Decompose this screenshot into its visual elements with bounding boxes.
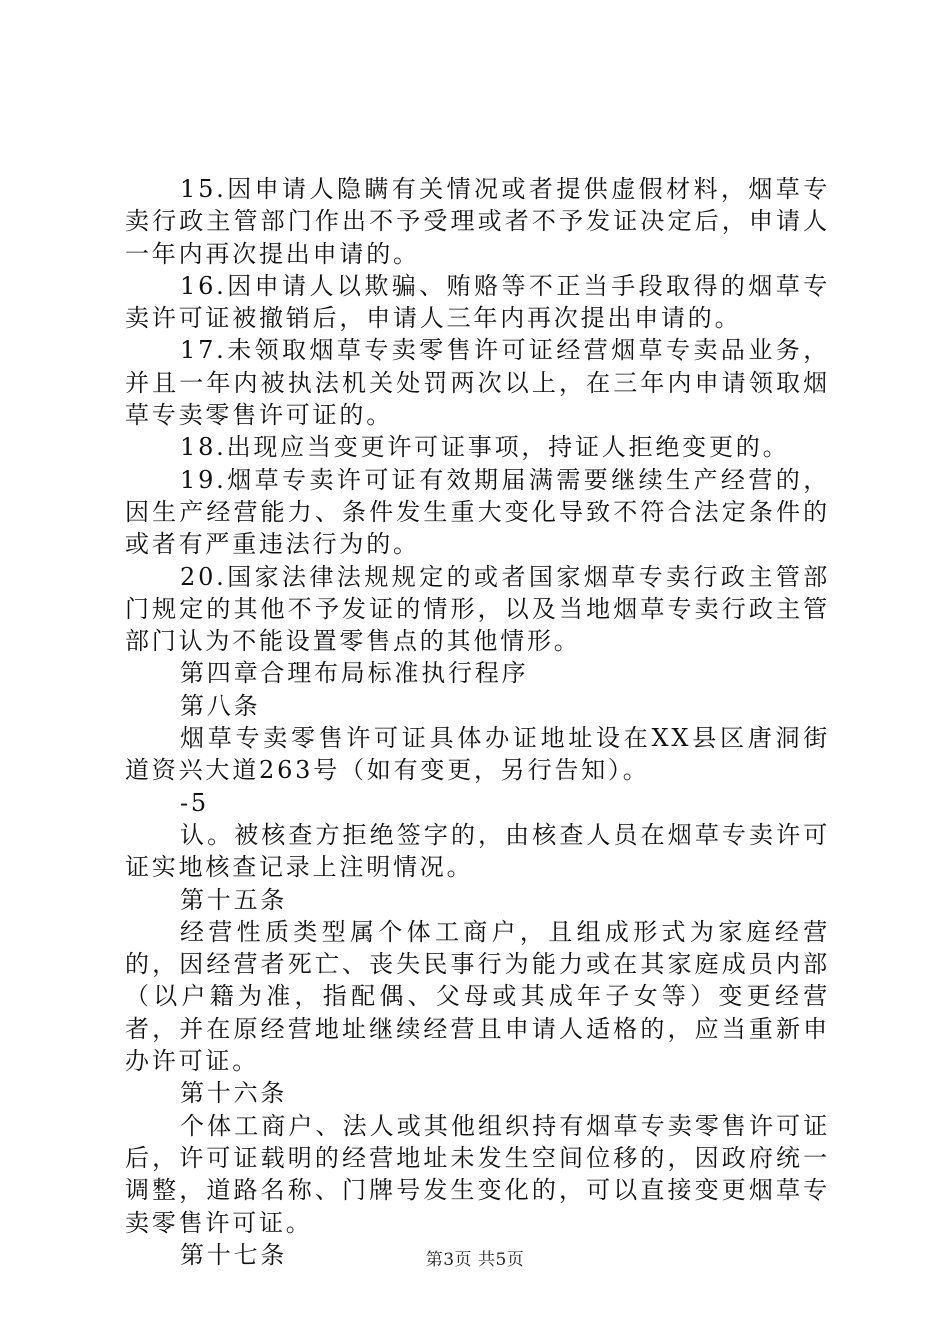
article-heading-15: 第十五条	[180, 885, 288, 914]
article-8-text: 烟草专卖零售许可证具体办证地址设在XX县区唐洞街道资兴大道263号（如有变更，另行告知）。	[125, 724, 830, 785]
article-heading-16: 第十六条	[180, 1079, 288, 1108]
chapter-heading: 第四章合理布局标准执行程序	[180, 659, 529, 688]
page-footer: 第3页 共5页	[425, 1250, 525, 1270]
paragraph-item-16: 16.因申请人以欺骗、贿赂等不正当手段取得的烟草专卖许可证被撤销后，申请人三年内再次提出申请的。	[125, 271, 830, 333]
verification-text: 认。被核查方拒绝签字的，由核查人员在烟草专卖许可证实地核查记录上注明情况。	[125, 820, 830, 882]
article-16-text: 个体工商户、法人或其他组织持有烟草专卖零售许可证后，许可证载明的经营地址未发生空间位移的，因政府统一调整，道路名称、门牌号发生变化的，可以直接变更烟草专卖零售许可证。	[125, 1111, 830, 1237]
document-body	[125, 173, 830, 1271]
paragraph-item-15: 15.因申请人隐瞒有关情况或者提供虚假材料，烟草专卖行政主管部门作出不予受理或者不予发证决定后，申请人一年内再次提出申请的。	[125, 175, 830, 268]
paragraph-item-17: 17.未领取烟草专卖零售许可证经营烟草专卖品业务，并且一年内被执法机关处罚两次以上，在三年内申请领取烟草专卖零售许可证的。	[125, 336, 830, 430]
article-heading-17: 第十七条	[180, 1240, 288, 1269]
article-heading-8: 第八条	[180, 691, 261, 720]
paragraph-item-19: 19.烟草专卖许可证有效期届满需要继续生产经营的，因生产经营能力、条件发生重大变化导致不符合法定条件的或者有严重违法行为的。	[125, 465, 830, 559]
paragraph-item-18: 18.出现应当变更许可证事项，持证人拒绝变更的。	[180, 433, 790, 462]
article-15-text: 经营性质类型属个体工商户，且组成形式为家庭经营的，因经营者死亡、丧失民事行为能力或在其家庭成员内部（以户籍为准，指配偶、父母或其成年子女等）变更经营者，并在原经营地址继续经营且申请人适格的，应当重新申办许可证。	[125, 917, 830, 1076]
paragraph-item-20: 20.国家法律法规规定的或者国家烟草专卖行政主管部门规定的其他不予发证的情形，以及当地烟草专卖行政主管部门认为不能设置零售点的其他情形。	[125, 562, 830, 656]
page-break-marker: -5	[180, 788, 209, 817]
